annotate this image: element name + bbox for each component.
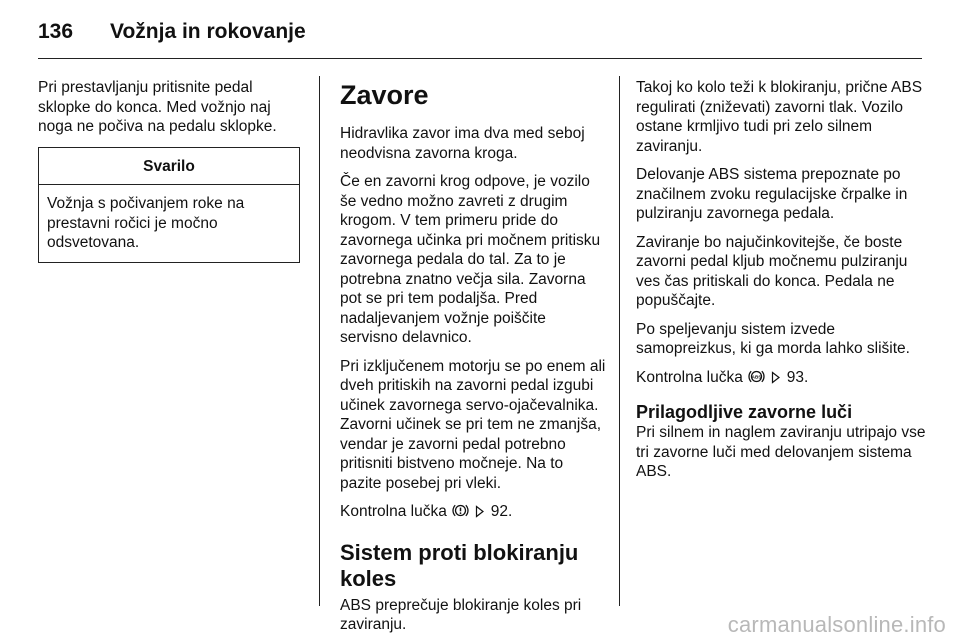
- paragraph: ABS preprečuje blokiranje koles pri zaviranju.: [340, 596, 582, 633]
- page-reference-arrow-icon: [475, 504, 485, 524]
- column-right: [636, 78, 926, 491]
- subsection-heading: Prilagodljive zavorne luči: [636, 402, 853, 422]
- svg-text:ABS: ABS: [751, 373, 762, 379]
- brake-warning-icon: [452, 503, 469, 524]
- control-lamp-line: [636, 368, 926, 390]
- control-lamp-label: Kontrolna lučka: [340, 503, 447, 520]
- column-middle: [340, 78, 606, 644]
- control-lamp-line: [340, 502, 606, 524]
- page-number: 136: [38, 20, 74, 43]
- paragraph: Pri silnem in naglem zaviranju utripajo vse tri zavorne luči med delovanjem sistema ABS.: [636, 424, 926, 480]
- paragraph: Zaviranje bo najučinkovitejše, če boste zavorni pedal kljub močnemu pulziranju ves čas pritiskali do konca. Pedala ne popuščajte.: [636, 233, 908, 309]
- page-title: Vožnja in rokovanje: [110, 20, 306, 43]
- control-lamp-label: Kontrolna lučka: [636, 368, 743, 386]
- warning-text: Vožnja s počivanjem roke na prestavni ročici je močno odsvetovana.: [47, 195, 245, 251]
- column-divider: [319, 76, 320, 606]
- watermark: carmanualsonline.info: [727, 612, 946, 637]
- header-divider: [38, 58, 922, 59]
- paragraph: Hidravlika zavor ima dva med seboj neodvisna zavorna kroga.: [340, 125, 585, 162]
- paragraph: Če en zavorni krog odpove, je vozilo še vedno možno zavreti z drugim krogom. V tem primeru pride do zavornega učinka pri močnem pritisku zavornega pedala do tal. Za to je potrebna znatno večja sila. Zavorna pot se pri tem podaljša. Pred nadaljevanjem vožnje poiščite servisno delavnico.: [340, 173, 601, 346]
- column-divider: [619, 76, 620, 606]
- paragraph: Pri izključenem motorju se po enem ali dveh pritiskih na zavorni pedal izgubi učinek zavornega servo-ojačevalnika. Zavorni učinek se pri tem ne zmanjša, vendar je zavorni pedal potrebno pritisniti bistveno močneje. Na to pazite posebej pri vleki.: [340, 357, 606, 492]
- column-left: [38, 78, 300, 263]
- warning-title: Svarilo: [39, 148, 299, 186]
- page-reference: 93.: [786, 368, 809, 386]
- section-heading: Zavore: [340, 80, 429, 110]
- subsection-heading: Sistem proti blokiranju koles: [340, 539, 579, 591]
- page-reference: 92.: [490, 503, 513, 520]
- page-header: [38, 14, 922, 58]
- page-reference-arrow-icon: [771, 370, 781, 390]
- intro-paragraph: Pri prestavljanju pritisnite pedal sklopke do konca. Med vožnjo naj noga ne počiva na pedalu sklopke.: [38, 79, 277, 135]
- paragraph: Po speljevanju sistem izvede samopreizkus, ki ga morda lahko slišite.: [636, 320, 910, 357]
- paragraph: Delovanje ABS sistema prepoznate po značilnem zvoku regulacijske črpalke in pulziranju zavornega pedala.: [636, 166, 908, 222]
- abs-warning-icon: [748, 369, 765, 390]
- warning-box: [38, 147, 300, 263]
- paragraph: Takoj ko kolo teži k blokiranju, prične ABS regulirati (zniževati) zavorni tlak. Vozilo ostane krmljivo tudi pri zelo silnem zaviranju.: [636, 79, 923, 155]
